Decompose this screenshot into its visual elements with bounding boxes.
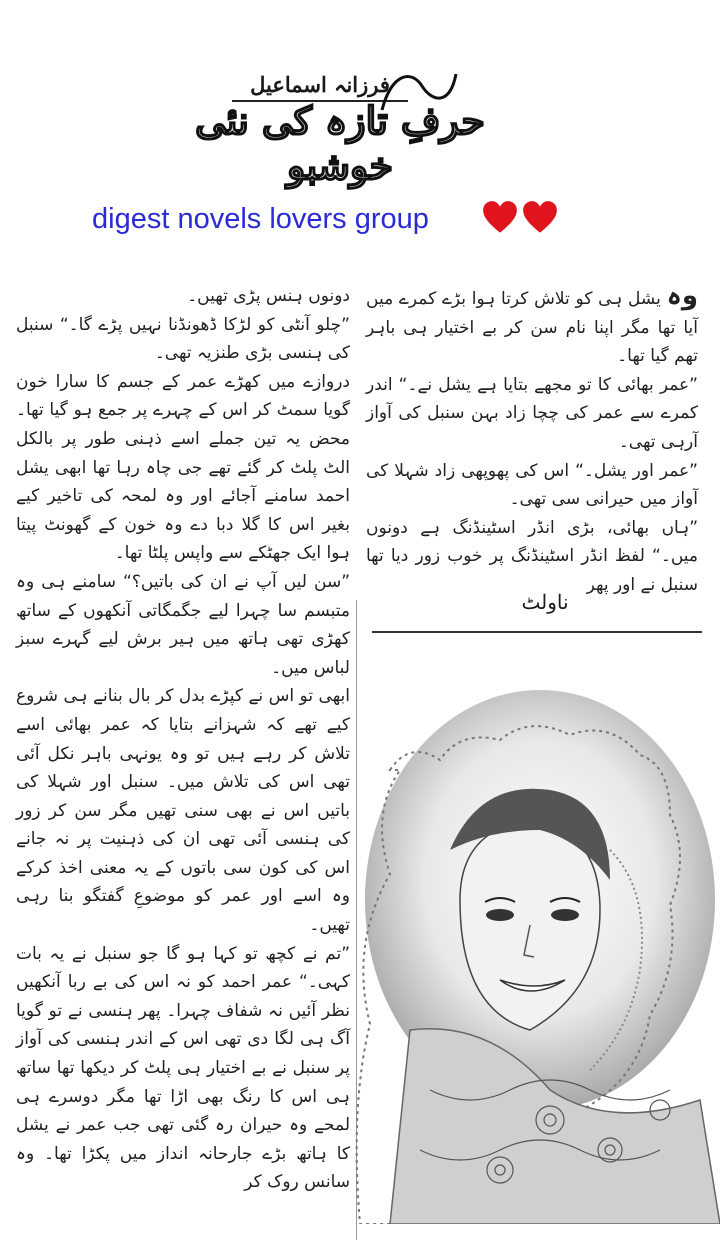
left-column-text [16,282,350,1197]
paragraph: ”ہاں بھائی، بڑی انڈر اسٹینڈنگ ہے دونوں میں۔“ لفظ انڈر اسٹینڈنگ پر خوب زور دیا تھا سنبل نے اور پھر [366,517,698,595]
genre-label: ناولٹ [521,590,569,614]
group-watermark-text: digest novels lovers group [92,203,429,235]
heart-icon [482,200,518,236]
paragraph: دونوں ہنس پڑی تھیں۔ [187,286,350,306]
paragraph: دروازے میں کھڑے عمر کے جسم کا سارا خون گویا سمٹ کر اس کے چہرے پر جمع ہو گیا تھا۔ محض یہ تین جملے اسے ذہنی طور پر بالکل الٹ پلٹ کر گئے تھے جی چاہ رہا تھا ابھی یشل احمد سامنے آجائے اور وہ لمحہ کی تاخیر کیے بغیر اس کا گلا دبا دے وہ خون کے گھونٹ پیتا ہوا ایک جھٹکے سے واپس پلٹا تھا۔ [16,371,350,564]
paragraph: ”سن لیں آپ نے ان کی باتیں؟“ سامنے ہی وہ متبسم سا چہرا لیے جگمگاتی آنکھوں کے ساتھ کھڑی تھی ہاتھ میں ہیر برش لیے گہرے سبز لباس میں۔ [16,571,350,678]
paragraph: وہ یشل ہی کو تلاش کرتا ہوا بڑے کمرے میں آیا تھا مگر اپنا نام سن کر بے اختیار ہی باہر تھم گیا تھا۔ [366,281,699,367]
paragraph: ”عمر اور یشل۔“ اس کی پھوپھی زاد شہلا کی آواز میں حیرانی سی تھی۔ [366,460,698,510]
paragraph: ”چلو آنٹی کو لڑکا ڈھونڈنا نہیں پڑے گا۔“ سنبل کی ہنسی بڑی طنزیہ تھی۔ [16,314,350,364]
paragraph: ”عمر بھائی کا تو مجھے بتایا ہے یشل نے۔“ اندر کمرے سے عمر کی چچا زاد بہن سنبل کی آواز آرہی تھی۔ [366,374,698,452]
author-name: فرزانہ اسماعیل [250,72,390,97]
woman-illustration [350,650,720,1224]
paragraph: ابھی تو اس نے کپڑے بدل کر بال بنانے ہی شروع کیے تھے کہ شہزانے بتایا کہ عمر بھائی اسے تلاش کر رہے ہیں تو وہ یونہی باہر نکل آئی تھی اس کی تلاش میں۔ سنبل اور شہلا کی باتیں اس نے بھی سنی تھیں مگر سن کر زور کی ہنسی آئی تھی ان کی ذہنیت پر نہ جانے اس کی کون سی باتوں کے یہ معنی اخذ کرکے وہ اسے اور عمر کو موضوعِ گفتگو بنا رہی تھیں۔ [16,686,350,936]
heart-icon [522,200,558,236]
paragraph: ”تم نے کچھ تو کہا ہو گا جو سنبل نے یہ بات کہی۔“ عمر احمد کو نہ اس کی بے ربا آنکھیں نظر آئیں نہ شفاف چہرا۔ پھر ہنسی نے تو گویا آگ ہی لگا دی تھی اس کے اندر ہنسی کی آواز پر سنبل نے بے اختیار ہی پلٹ کر دیکھا تھا ساتھ ہی اس کا رنگ بھی اڑا تھا مگر دوسرے ہی لمحے وہ حیران رہ گئی تھی جب عمر نے یشل کا ہاتھ بڑے جارحانہ انداز میں پکڑا تھا۔ وہ سانس روک کر [16,943,350,1193]
drop-cap: وہ [666,281,699,311]
novel-title: حرفِ تازہ کی نئی خوشبو [195,98,485,188]
right-column-text [366,282,698,600]
genre-rule [372,631,702,633]
